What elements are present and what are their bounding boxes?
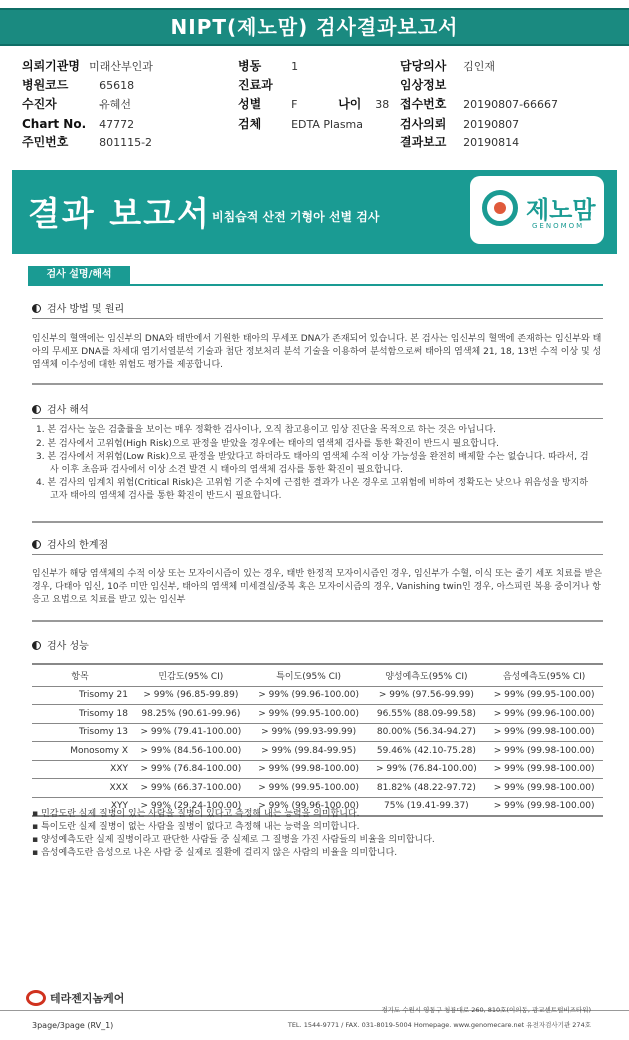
note-item: ▪ 민감도란 실제 질병이 있는 사람을 질병이 있다고 측정해 내는 능력을 의미합니다. (32, 808, 603, 821)
performance-table (32, 663, 603, 817)
doctor-row (400, 56, 495, 74)
divider (32, 554, 603, 555)
request-label: 검사의뢰 (400, 117, 447, 131)
clinical-row (400, 75, 458, 93)
company-logo-icon (26, 990, 46, 1006)
table-cell: Trisomy 13 (32, 723, 132, 742)
result-value: 20190814 (463, 136, 520, 149)
list-item: 1. 본 검사는 높은 검출률을 보이는 매우 정확한 검사이나, 오직 참고용이고 임상 진단을 목적으로 하는 것은 아닙니다. (36, 425, 497, 435)
institution-value: 미래산부인과 (89, 60, 153, 73)
recipient-row (22, 94, 131, 112)
genomom-logo (470, 176, 604, 244)
ward-label: 병동 (238, 59, 262, 73)
divider (32, 318, 603, 319)
limitations-heading: 검사의 한계점 (32, 536, 108, 551)
table-row (32, 705, 603, 724)
institution-row (22, 56, 153, 74)
list-item: 3. 본 검사에서 저위험(Low Risk)으로 판정을 받았다고 하더라도 태아의 염색체 수적 이상 가능성을 완전히 배제할 수는 없습니다. 따라서, 검사 이후 초음파 검사에서 이상 소견 발견 시 태아의 염색체 검사를 통한 확진이 필요합니다. (36, 452, 589, 475)
table-cell: 59.46% (42.10-75.28) (368, 742, 486, 761)
list-item: 4. 본 검사의 임계치 위험(Critical Risk)은 고위험 기준 수치에 근접한 결과가 나온 경우로 고위험에 비하여 정확도는 낮으나 위음성을 방지하고자 태아의 염색체 검사를 통한 확진이 반드시 필요합니다. (36, 478, 588, 501)
table-row (32, 779, 603, 798)
chart-row (22, 114, 134, 132)
note-item: ▪ 음성예측도란 음성으로 나온 사람 중 실제로 질환에 걸리지 않은 사람의 비율을 의미합니다. (32, 847, 603, 860)
table-cell: > 99% (29.24-100.00) (132, 797, 250, 816)
table-cell: Trisomy 21 (32, 686, 132, 705)
table-cell: > 99% (76.84-100.00) (368, 760, 486, 779)
table-cell: > 99% (66.37-100.00) (132, 779, 250, 798)
divider (32, 620, 603, 622)
table-cell: > 99% (99.98-100.00) (485, 779, 603, 798)
sex-age-row (238, 94, 389, 112)
performance-notes (32, 808, 603, 860)
table-cell: XXY (32, 760, 132, 779)
table-cell: 75% (19.41-99.37) (368, 797, 486, 816)
interpretation-heading: 검사 해석 (32, 401, 89, 416)
resident-row (22, 132, 152, 150)
performance-heading: 검사 성능 (32, 637, 89, 652)
half-circle-icon (32, 405, 41, 414)
table-row (32, 686, 603, 705)
doctor-label: 담당의사 (400, 59, 447, 73)
table-cell: Monosomy X (32, 742, 132, 761)
table-cell: > 99% (99.95-100.00) (250, 705, 368, 724)
half-circle-icon (32, 304, 41, 313)
table-cell: 81.82% (48.22-97.72) (368, 779, 486, 798)
divider (32, 521, 603, 523)
receipt-row (400, 94, 558, 112)
table-cell: > 99% (99.93-99.99) (250, 723, 368, 742)
company-address: 경기도 수원시 영통구 청룡대로 260, 810호(이의동, 광교센트럴비즈타워) (381, 1006, 591, 1014)
dept-row (238, 75, 286, 93)
table-cell: > 99% (99.95-100.00) (485, 686, 603, 705)
logo-text: 제노맘 (526, 196, 596, 224)
receipt-value: 20190807-66667 (463, 98, 559, 111)
page-number: 3page/3page (RV_1) (32, 1021, 114, 1030)
result-banner (12, 170, 617, 254)
dept-label: 진료과 (238, 78, 273, 92)
hospital-code-row (22, 75, 134, 93)
request-row (400, 114, 519, 132)
result-label: 결과보고 (400, 135, 447, 149)
table-cell: > 99% (99.95-100.00) (250, 779, 368, 798)
divider (32, 383, 603, 385)
section-tab: 검사 설명/해석 (28, 266, 130, 284)
table-cell: > 99% (99.96-100.00) (250, 797, 368, 816)
column-header: 항목 (32, 664, 132, 686)
sex-label: 성별 (238, 97, 262, 111)
table-row (32, 760, 603, 779)
age-value: 38 (375, 98, 390, 111)
mother-baby-icon (482, 190, 518, 226)
table-cell: > 99% (84.56-100.00) (132, 742, 250, 761)
section-divider (28, 284, 603, 286)
age-label: 나이 (338, 97, 362, 111)
table-cell: > 99% (99.96-100.00) (250, 686, 368, 705)
institution-label: 의뢰기관명 (22, 59, 80, 73)
table-cell: > 99% (99.96-100.00) (485, 705, 603, 724)
half-circle-icon (32, 641, 41, 650)
table-row (32, 742, 603, 761)
method-heading: 검사 방법 및 원리 (32, 300, 124, 315)
recipient-value: 유혜선 (99, 98, 131, 111)
table-header-row (32, 664, 603, 686)
note-item: ▪ 양성예측도란 실제 질병이라고 판단한 사람들 중 실제로 그 질병을 가진 사람들의 비율을 의미합니다. (32, 834, 603, 847)
specimen-row (238, 114, 363, 132)
table-cell: > 99% (99.98-100.00) (485, 797, 603, 816)
table-cell: 80.00% (56.34-94.27) (368, 723, 486, 742)
specimen-value: EDTA Plasma (291, 118, 364, 131)
doctor-value: 김인재 (463, 60, 495, 73)
company-logo: 테라젠지놈케어 (26, 990, 124, 1008)
table-cell: > 99% (96.85-99.89) (132, 686, 250, 705)
divider (32, 418, 603, 419)
table-cell: 98.25% (90.61-99.96) (132, 705, 250, 724)
request-value: 20190807 (463, 118, 520, 131)
table-cell: > 99% (99.98-100.00) (485, 742, 603, 761)
recipient-label: 수진자 (22, 97, 57, 111)
chart-label: Chart No. (22, 117, 87, 131)
table-cell: > 99% (99.98-100.00) (250, 760, 368, 779)
table-cell: 96.55% (88.09-99.58) (368, 705, 486, 724)
table-cell: > 99% (99.98-100.00) (485, 760, 603, 779)
receipt-label: 접수번호 (400, 97, 447, 111)
table-cell: Trisomy 18 (32, 705, 132, 724)
company-contact: TEL. 1544-9771 / FAX. 031-8019-5004 Homepage. www.genomecare.net 유전자검사기관 274호 (287, 1021, 591, 1029)
banner-subtitle: 비침습적 산전 기형아 선별 검사 (212, 210, 380, 224)
resident-value: 801115-2 (99, 136, 153, 149)
report-title: NIPT(제노맘) 검사결과보고서 (0, 8, 629, 46)
half-circle-icon (32, 540, 41, 549)
table-cell: > 99% (99.98-100.00) (485, 723, 603, 742)
table-cell: > 99% (76.84-100.00) (132, 760, 250, 779)
table-cell: > 99% (99.84-99.95) (250, 742, 368, 761)
column-header: 양성예측도(95% CI) (368, 664, 486, 686)
hospital-code-value: 65618 (99, 79, 135, 92)
column-header: 민감도(95% CI) (132, 664, 250, 686)
column-header: 음성예측도(95% CI) (485, 664, 603, 686)
table-cell: > 99% (79.41-100.00) (132, 723, 250, 742)
note-item: ▪ 특이도란 실제 질병이 없는 사람을 질병이 없다고 측정해 내는 능력을 의미합니다. (32, 821, 603, 834)
method-text: 임신부의 혈액에는 임신부의 DNA와 태반에서 기원한 태아의 무세포 DNA가 존재되어 있습니다. 본 검사는 임신부의 혈액에 존재하는 임신부와 태아의 무세포 DNA를 차세대 염기서열분석 기술과 첨단 정보처리 분석 기술을 이용하여 분석함으로써 태아의 염색체 21, 18, 13번 수적 이상 및 성염색체 이수성에 대한 위험도 평가를 제공합니다. (32, 334, 602, 370)
ward-row (238, 56, 298, 74)
limitations-text: 임신부가 해당 염색체의 수적 이상 또는 모자이시즘이 있는 경우, 태반 한정적 모자이시즘인 경우, 임신부가 수혈, 이식 또는 줄기 세포 치료를 받은 경우, 다태아 임신, 10주 미만 임신부, 태아의 염색체 미세결실/중복 혹은 모자이시즘의 경우, Vanishing twin인 경우, 아스피린 복용 중이거나 항 응고 요법으로 치료를 받고 있는 임신부 (32, 569, 603, 605)
clinical-label: 임상정보 (400, 78, 447, 92)
sex-value: F (291, 98, 298, 111)
table-row (32, 723, 603, 742)
table-cell: > 99% (97.56-99.99) (368, 686, 486, 705)
logo-subtext: GENOMOM (532, 222, 585, 230)
result-row (400, 132, 519, 150)
ward-value: 1 (291, 60, 299, 73)
hospital-code-label: 병원코드 (22, 78, 69, 92)
column-header: 특이도(95% CI) (250, 664, 368, 686)
resident-label: 주민번호 (22, 135, 69, 149)
list-item: 2. 본 검사에서 고위험(High Risk)으로 판정을 받았을 경우에는 태아의 염색체 검사를 통한 확진이 반드시 필요합니다. (36, 438, 500, 449)
table-cell: XXX (32, 779, 132, 798)
chart-value: 47772 (99, 118, 135, 131)
specimen-label: 검체 (238, 117, 262, 131)
banner-title: 결과 보고서 (28, 194, 211, 233)
table-cell: XYY (32, 797, 132, 816)
interpretation-list (36, 424, 596, 503)
